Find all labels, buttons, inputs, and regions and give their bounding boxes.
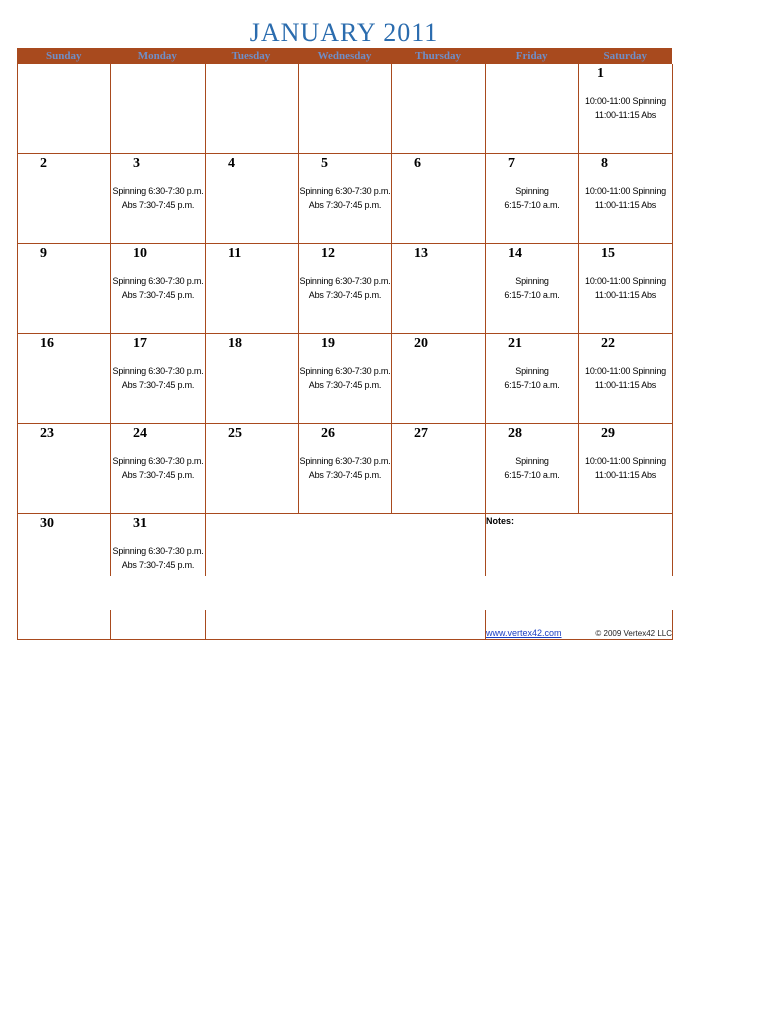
- event-item: Abs 7:30-7:45 p.m.: [121, 290, 195, 300]
- day-cell: [206, 64, 299, 154]
- day-cell: [111, 424, 206, 514]
- day-number: 1: [597, 66, 604, 81]
- calendar-grid: [17, 64, 673, 640]
- event-list: [111, 544, 205, 572]
- day-number: 3: [133, 156, 140, 171]
- day-cell: [579, 64, 673, 154]
- event-list: [111, 274, 205, 302]
- event-list: [299, 184, 391, 212]
- event-list: [486, 184, 578, 212]
- event-list: [299, 364, 391, 392]
- page-gap: [18, 576, 675, 610]
- event-item: 10:00-11:00 Spinning: [585, 456, 666, 466]
- notes-label: Notes:: [486, 516, 515, 526]
- event-item: Spinning 6:30-7:30 p.m.: [112, 186, 204, 196]
- event-item: Abs 7:30-7:45 p.m.: [121, 470, 195, 480]
- event-item: 11:00-11:15 Abs: [594, 110, 657, 120]
- day-cell: [392, 424, 486, 514]
- day-cell: [392, 64, 486, 154]
- day-cell: [18, 334, 111, 424]
- day-number: 10: [133, 246, 147, 261]
- event-item: Spinning 6:30-7:30 p.m.: [112, 366, 204, 376]
- event-item: Abs 7:30-7:45 p.m.: [308, 200, 382, 210]
- event-list: [111, 454, 205, 482]
- event-item: 6:15-7:10 a.m.: [504, 380, 560, 390]
- day-cell: [111, 334, 206, 424]
- day-number: 26: [321, 426, 335, 441]
- day-number: 5: [321, 156, 328, 171]
- event-item: Abs 7:30-7:45 p.m.: [121, 380, 195, 390]
- event-item: Spinning: [515, 186, 549, 196]
- day-number: 11: [228, 246, 242, 261]
- event-item: Spinning 6:30-7:30 p.m.: [299, 456, 391, 466]
- event-item: 11:00-11:15 Abs: [594, 380, 657, 390]
- day-cell: [579, 154, 673, 244]
- event-item: Spinning 6:30-7:30 p.m.: [112, 456, 204, 466]
- weekday-wednesday: Wednesday: [317, 50, 372, 62]
- event-item: 10:00-11:00 Spinning: [585, 276, 666, 286]
- event-item: Abs 7:30-7:45 p.m.: [121, 200, 195, 210]
- event-item: 10:00-11:00 Spinning: [585, 366, 666, 376]
- event-item: Abs 7:30-7:45 p.m.: [121, 560, 195, 570]
- day-number: 6: [414, 156, 421, 171]
- day-number: 31: [133, 516, 147, 531]
- day-number: 14: [508, 246, 522, 261]
- day-number: 2: [40, 156, 47, 171]
- event-list: [111, 364, 205, 392]
- day-number: 13: [414, 246, 428, 261]
- event-list: [579, 184, 672, 212]
- day-cell: [111, 244, 206, 334]
- day-cell: [579, 244, 673, 334]
- event-item: Spinning: [515, 276, 549, 286]
- event-item: 6:15-7:10 a.m.: [504, 200, 560, 210]
- day-number: 7: [508, 156, 515, 171]
- day-cell: [579, 424, 673, 514]
- day-number: 25: [228, 426, 242, 441]
- calendar-title: JANUARY 2011: [249, 18, 439, 47]
- day-cell: [18, 244, 111, 334]
- day-number: 24: [133, 426, 147, 441]
- day-number: 8: [601, 156, 608, 171]
- day-number: 16: [40, 336, 54, 351]
- weekday-tuesday: Tuesday: [231, 50, 271, 62]
- weekday-thursday: Thursday: [415, 50, 462, 62]
- day-number: 19: [321, 336, 335, 351]
- day-number: 28: [508, 426, 522, 441]
- event-item: Abs 7:30-7:45 p.m.: [308, 470, 382, 480]
- day-cell: [299, 334, 392, 424]
- day-cell: [392, 334, 486, 424]
- weekday-header: [17, 48, 672, 64]
- day-cell: [579, 334, 673, 424]
- day-cell: [486, 154, 579, 244]
- day-cell: [299, 244, 392, 334]
- event-item: Spinning: [515, 456, 549, 466]
- day-cell: [486, 244, 579, 334]
- day-cell: [206, 424, 299, 514]
- event-list: [299, 454, 391, 482]
- day-cell: [299, 154, 392, 244]
- day-number: 4: [228, 156, 235, 171]
- day-cell: [206, 244, 299, 334]
- day-cell: [18, 424, 111, 514]
- event-list: [579, 94, 672, 122]
- day-number: 27: [414, 426, 428, 441]
- vertex42-link[interactable]: www.vertex42.com: [486, 628, 562, 638]
- event-list: [579, 364, 672, 392]
- event-item: Abs 7:30-7:45 p.m.: [308, 380, 382, 390]
- day-number: 23: [40, 426, 54, 441]
- event-list: [579, 274, 672, 302]
- weekday-friday: Friday: [515, 50, 548, 62]
- day-number: 22: [601, 336, 615, 351]
- day-cell: [18, 64, 111, 154]
- event-list: [579, 454, 672, 482]
- weekday-monday: Monday: [137, 50, 177, 62]
- event-item: 11:00-11:15 Abs: [594, 200, 657, 210]
- day-cell: [206, 154, 299, 244]
- day-cell: [206, 334, 299, 424]
- day-number: 30: [40, 516, 54, 531]
- event-item: 10:00-11:00 Spinning: [585, 186, 666, 196]
- day-cell: [111, 154, 206, 244]
- day-number: 9: [40, 246, 47, 261]
- day-number: 12: [321, 246, 335, 261]
- event-item: Spinning 6:30-7:30 p.m.: [299, 276, 391, 286]
- event-item: Abs 7:30-7:45 p.m.: [308, 290, 382, 300]
- event-list: [299, 274, 391, 302]
- weekday-saturday: Saturday: [603, 50, 647, 62]
- event-item: 11:00-11:15 Abs: [594, 290, 657, 300]
- day-cell: [392, 244, 486, 334]
- event-item: Spinning 6:30-7:30 p.m.: [299, 366, 391, 376]
- event-list: [486, 364, 578, 392]
- event-item: 10:00-11:00 Spinning: [585, 96, 666, 106]
- event-item: 6:15-7:10 a.m.: [504, 470, 560, 480]
- copyright-text: © 2009 Vertex42 LLC: [595, 629, 672, 638]
- day-cell: [111, 64, 206, 154]
- event-item: Spinning 6:30-7:30 p.m.: [112, 276, 204, 286]
- day-cell: [486, 64, 579, 154]
- event-item: Spinning 6:30-7:30 p.m.: [112, 546, 204, 556]
- event-item: Spinning 6:30-7:30 p.m.: [299, 186, 391, 196]
- weekday-sunday: Sunday: [46, 50, 82, 62]
- day-cell: [299, 64, 392, 154]
- day-number: 29: [601, 426, 615, 441]
- day-cell: [486, 424, 579, 514]
- event-item: 11:00-11:15 Abs: [594, 470, 657, 480]
- day-number: 21: [508, 336, 522, 351]
- day-number: 15: [601, 246, 615, 261]
- day-number: 17: [133, 336, 147, 351]
- event-item: 6:15-7:10 a.m.: [504, 290, 560, 300]
- event-item: Spinning: [515, 366, 549, 376]
- day-cell: [299, 424, 392, 514]
- day-cell: [486, 334, 579, 424]
- event-list: [486, 274, 578, 302]
- day-cell: [18, 154, 111, 244]
- day-cell: [392, 154, 486, 244]
- day-number: 20: [414, 336, 428, 351]
- event-list: [486, 454, 578, 482]
- day-number: 18: [228, 336, 242, 351]
- event-list: [111, 184, 205, 212]
